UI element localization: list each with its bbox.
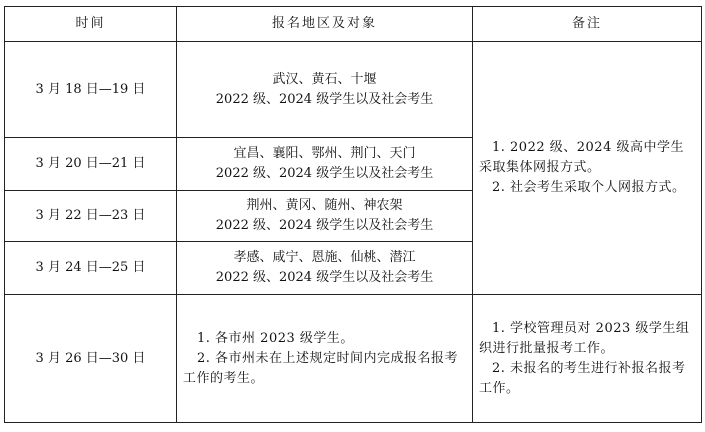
registration-schedule-table <box>4 6 702 423</box>
region-cell <box>177 242 473 295</box>
remark-item: 1. 学校管理员对 2023 级学生组织进行批量报考工作。 <box>479 320 690 356</box>
remark-item: 2. 未报名的考生进行补报名报考工作。 <box>479 360 686 396</box>
region-line: 2022 级、2024 级学生以及社会考生 <box>215 218 434 233</box>
region-cell <box>177 138 473 191</box>
region-line: 荆州、黄冈、随州、神农架 <box>246 198 403 213</box>
time-cell: 3 月 20 日—21 日 <box>5 138 177 191</box>
header-region: 报名地区及对象 <box>177 7 473 42</box>
region-item: 2. 各市州未在上述规定时间内完成报名报考工作的考生。 <box>183 350 459 386</box>
region-line: 2022 级、2024 级学生以及社会考生 <box>215 91 434 107</box>
remark-item: 1. 2022 级、2024 级高中学生采取集体网报方式。 <box>479 140 684 175</box>
header-time: 时间 <box>5 7 177 42</box>
time-cell: 3 月 22 日—23 日 <box>5 191 177 242</box>
region-line: 孝感、咸宁、恩施、仙桃、潜江 <box>233 250 416 265</box>
table-row <box>5 295 702 423</box>
time-cell: 3 月 18 日—19 日 <box>5 42 177 138</box>
shared-remarks-cell <box>473 42 702 295</box>
region-line: 2022 级、2024 级学生以及社会考生 <box>215 270 434 285</box>
region-line: 宜昌、襄阳、鄂州、荆门、天门 <box>233 146 416 161</box>
region-line: 武汉、黄石、十堰 <box>272 71 377 87</box>
remark-item: 2. 社会考生采取个人网报方式。 <box>492 180 686 195</box>
time-cell: 3 月 24 日—25 日 <box>5 242 177 295</box>
region-cell <box>177 191 473 242</box>
header-row <box>5 7 702 42</box>
remarks-cell <box>473 295 702 423</box>
region-line: 2022 级、2024 级学生以及社会考生 <box>215 166 434 181</box>
table-row <box>5 42 702 138</box>
region-cell <box>177 295 473 423</box>
header-remarks: 备注 <box>473 7 702 42</box>
region-cell <box>177 42 473 138</box>
region-item: 1. 各市州 2023 级学生。 <box>197 330 354 346</box>
time-cell: 3 月 26 日—30 日 <box>5 295 177 423</box>
